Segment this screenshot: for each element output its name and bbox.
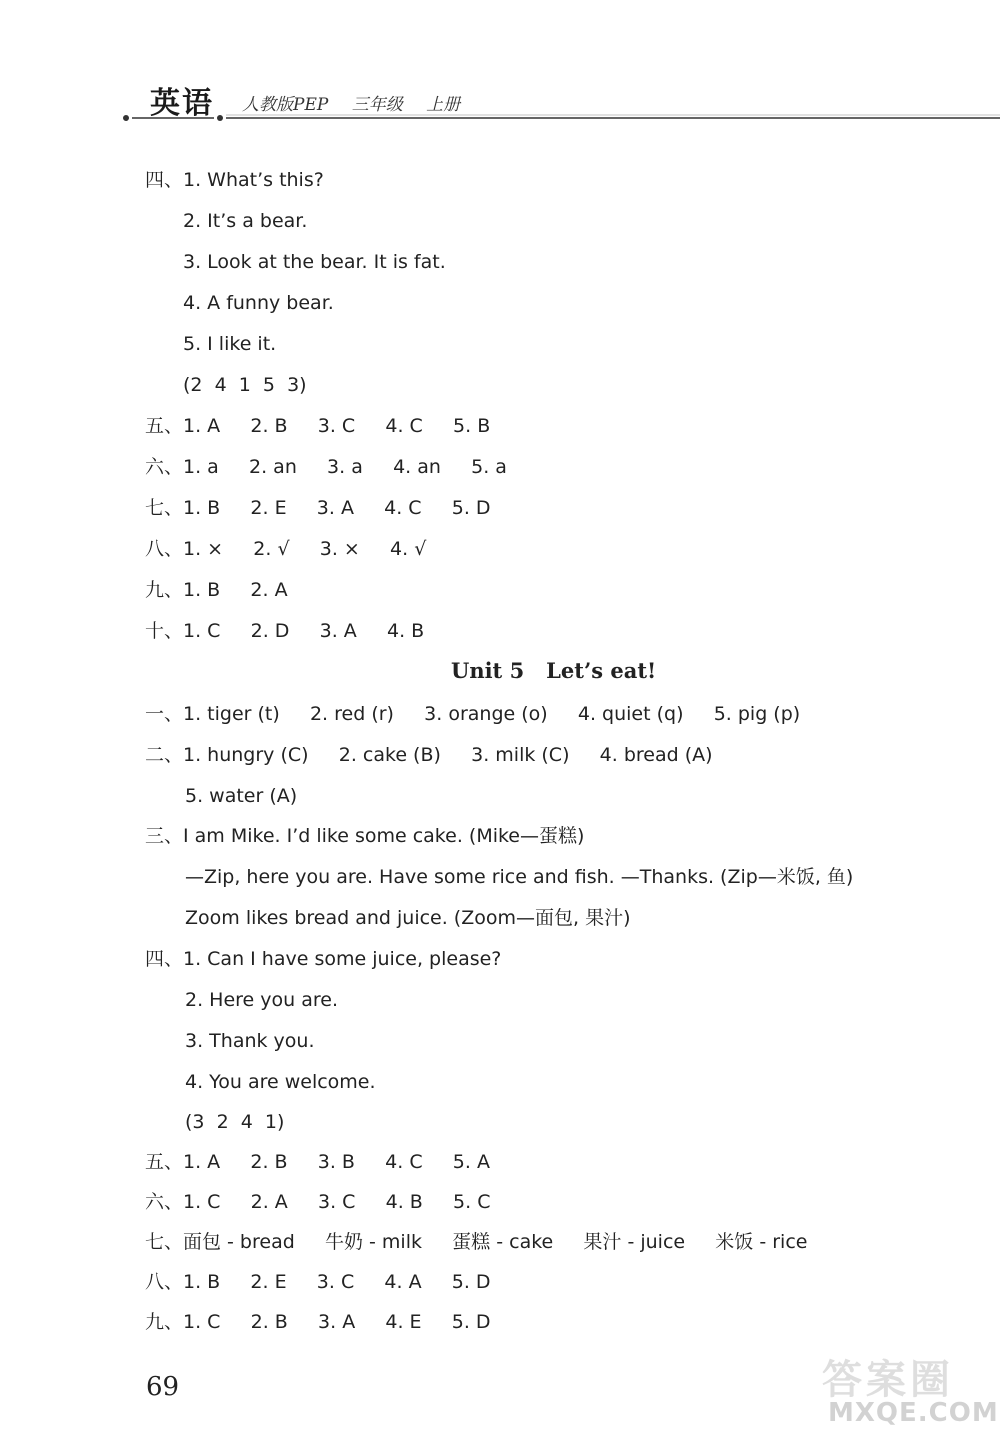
watermark-logo: 答案圈 (822, 1357, 954, 1403)
answer-line: 二、1. hungry (C) 2. cake (B) 3. milk (C) 4. bread (A) (145, 744, 713, 766)
answer-line: 4. A funny bear. (183, 292, 334, 314)
answer-line: 5. I like it. (183, 333, 277, 355)
answer-line: 3. Thank you. (185, 1030, 315, 1052)
edition-label: 人教版PEP (242, 95, 329, 115)
answer-line: 一、1. tiger (t) 2. red (r) 3. orange (o) 4. quiet (q) 5. pig (p) (145, 703, 801, 725)
answer-line: 五、1. A 2. B 3. C 4. C 5. B (145, 415, 491, 437)
answer-line: (2 4 1 5 3) (183, 374, 307, 396)
answer-line: 十、1. C 2. D 3. A 4. B (145, 620, 425, 642)
watermark (818, 1346, 998, 1432)
answer-line: 三、I am Mike. I’d like some cake. (Mike—蛋糕) (145, 825, 585, 847)
answer-line: 5. water (A) (185, 785, 298, 807)
header-rule (120, 113, 1000, 123)
unit-title: Unit 5 Let’s eat! (451, 658, 657, 683)
grade-label: 三年级 (351, 95, 403, 115)
answer-line: —Zip, here you are. Have some rice and fish. —Thanks. (Zip—米饭, 鱼) (185, 866, 854, 888)
answer-line: 2. Here you are. (185, 989, 338, 1011)
answer-line: 4. You are welcome. (185, 1071, 376, 1093)
answer-line: 六、1. C 2. A 3. C 4. B 5. C (145, 1191, 491, 1213)
answer-line: 六、1. a 2. an 3. a 4. an 5. a (145, 456, 507, 478)
answer-line: 九、1. C 2. B 3. A 4. E 5. D (145, 1311, 491, 1333)
answer-line: 七、面包 - bread 牛奶 - milk 蛋糕 - cake 果汁 - juice 米饭 - rice (145, 1231, 808, 1253)
subject-title: 英语 (150, 86, 214, 121)
page-number: 69 (146, 1372, 180, 1402)
answer-line: 五、1. A 2. B 3. B 4. C 5. A (145, 1151, 490, 1173)
answer-line: 3. Look at the bear. It is fat. (183, 251, 446, 273)
answer-line: 四、1. Can I have some juice, please? (145, 948, 502, 970)
answer-line: 四、1. What’s this? (145, 169, 324, 191)
book-info (242, 90, 478, 115)
answer-line: Zoom likes bread and juice. (Zoom—面包, 果汁) (185, 907, 631, 929)
answer-line: 八、1. × 2. √ 3. × 4. √ (145, 538, 427, 560)
answer-line: 八、1. B 2. E 3. C 4. A 5. D (145, 1271, 491, 1293)
answer-line: 七、1. B 2. E 3. A 4. C 5. D (145, 497, 491, 519)
volume-label: 上册 (426, 95, 461, 115)
watermark-site: MXQE.COM (828, 1398, 999, 1428)
answer-line: 2. It’s a bear. (183, 210, 308, 232)
answer-line: (3 2 4 1) (185, 1111, 285, 1133)
page-header (0, 0, 1000, 140)
answer-line: 九、1. B 2. A (145, 579, 288, 601)
